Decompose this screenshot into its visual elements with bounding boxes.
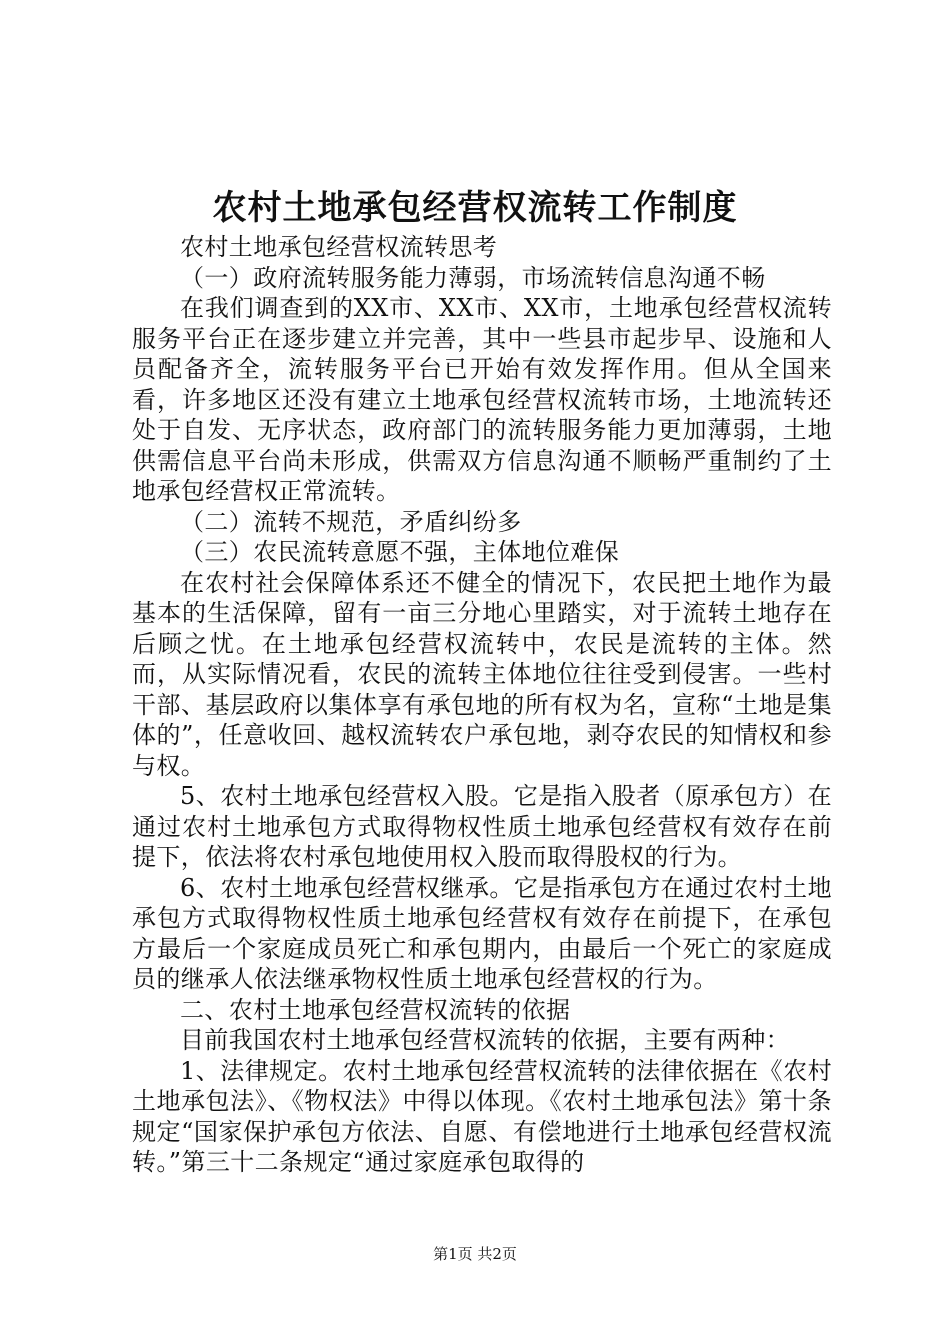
paragraph-item-6: 6、农村土地承包经营权继承。它是指承包方在通过农村土地承包方式取得物权性质土地承包经营权有效存在前提下，在承包方最后一个家庭成员死亡和承包期内，由最后一个死亡的家庭成员的继承人依法继承物权性质土地承包经营权的行为。 xyxy=(132,873,832,993)
paragraph-section-three: （三）农民流转意愿不强，主体地位难保 xyxy=(180,538,620,566)
paragraph-item-5: 5、农村土地承包经营权入股。它是指入股者（原承包方）在通过农村土地承包方式取得物权性质土地承包经营权有效存在前提下，依法将农村承包地使用权入股而取得股权的行为。 xyxy=(132,782,832,871)
paragraph-heading-reflection: 农村土地承包经营权流转思考 xyxy=(180,233,498,261)
paragraph-heading-basis: 二、农村土地承包经营权流转的依据 xyxy=(180,995,571,1024)
paragraph-section-one: （一）政府流转服务能力薄弱，市场流转信息沟通不畅 xyxy=(180,263,766,292)
paragraph-service-platform: 在我们调查到的XX市、XX市、XX市，土地承包经营权流转服务平台正在逐步建立并完善，其中一些县市起步早、设施和人员配备齐全，流转服务平台已开始有效发挥作用。但从全国来看，许多地区还没有建立土地承包经营权流转市场，土地流转还处于自发、无序状态，政府部门的流转服务能力更加薄弱，土地供需信息平台尚未形成，供需双方信息沟通不顺畅严重制约了土地承包经营权正常流转。 xyxy=(132,294,832,505)
paragraph-social-security: 在农村社会保障体系还不健全的情况下，农民把土地作为最基本的生活保障，留有一亩三分地心里踏实，对于流转土地存在后顾之忧。在土地承包经营权流转中，农民是流转的主体。然而，从实际情况看，农民的流转主体地位往往受到侵害。一些村干部、基层政府以集体享有承包地的所有权为名，宣称“土地是集体的”，任意收回、越权流转农户承包地，剥夺农民的知情权和参与权。 xyxy=(132,568,832,780)
paragraph-section-two: （二）流转不规范，矛盾纠纷多 xyxy=(180,507,522,536)
paragraph-legal-provisions: 1、法律规定。农村土地承包经营权流转的法律依据在《农村土地承包法》、《物权法》中得以体现。《农村土地承包法》第十条规定“国家保护承包方依法、自愿、有偿地进行土地承包经营权流转。”第三十二条规定“通过家庭承包取得的 xyxy=(132,1056,832,1176)
page-number: 第1页 共2页 xyxy=(433,1245,517,1263)
document-body xyxy=(132,232,832,1178)
paragraph-basis-intro: 目前我国农村土地承包经营权流转的依据，主要有两种： xyxy=(180,1026,790,1054)
document-title: 农村土地承包经营权流转工作制度 xyxy=(212,188,738,228)
